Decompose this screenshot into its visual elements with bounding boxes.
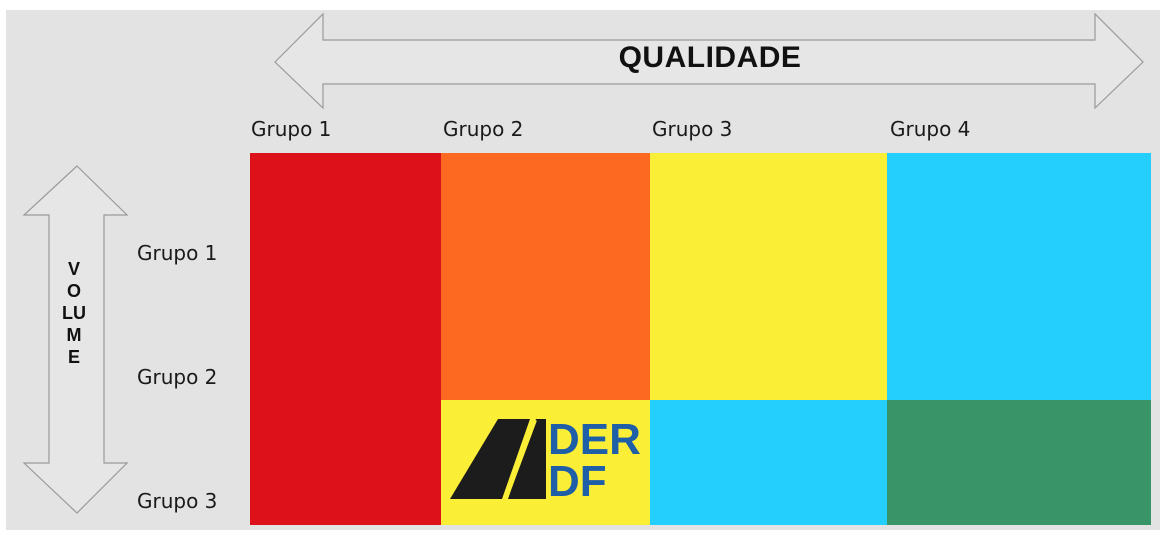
cell-red [250,153,441,525]
cell-orange [441,153,650,400]
column-header-grupo-4: Grupo 4 [890,117,971,141]
column-header-grupo-3: Grupo 3 [652,117,733,141]
row-header-grupo-2: Grupo 2 [137,365,218,389]
cell-yellow [650,153,887,400]
logo-text-der: DER [548,415,641,464]
logo-text-df: DF [548,457,607,506]
quality-axis-title: QUALIDADE [618,41,802,74]
der-df-logo [450,415,650,506]
volume-axis-title: VOLUME [62,259,86,367]
column-header-grupo-2: Grupo 2 [443,117,524,141]
cell-green [887,400,1151,525]
column-header-grupo-1: Grupo 1 [251,117,332,141]
cell-cyan-bottom [650,400,887,525]
cell-cyan [887,153,1151,400]
row-header-grupo-1: Grupo 1 [137,241,218,265]
row-header-grupo-3: Grupo 3 [137,489,218,513]
